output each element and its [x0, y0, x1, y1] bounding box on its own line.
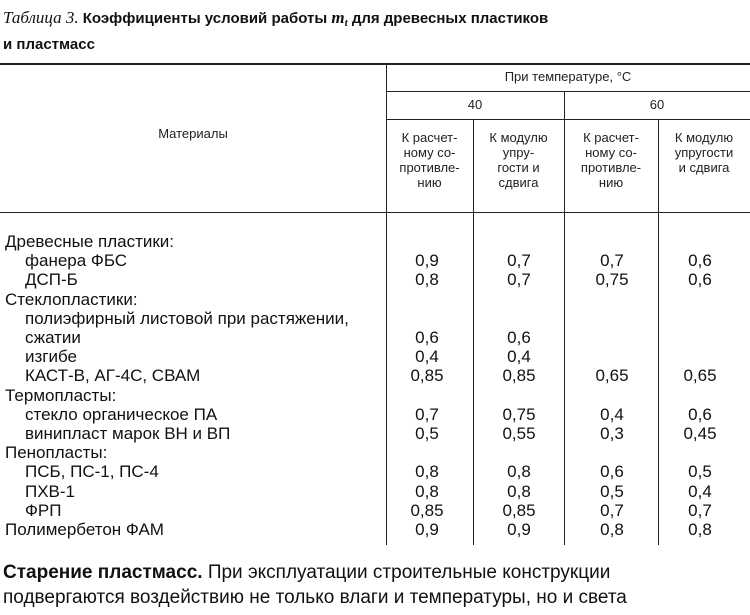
coefficient-value: 0,5	[688, 462, 712, 482]
coefficient-value: 0,8	[415, 270, 439, 290]
caption-line2: и пластмасс	[3, 36, 95, 53]
coefficient-value: 0,4	[507, 347, 531, 367]
coefficient-value: 0,8	[507, 462, 531, 482]
material-name: ДСП-Б	[25, 270, 78, 290]
material-name: ПХВ-1	[25, 481, 76, 501]
material-name: ПСБ, ПС-1, ПС-4	[25, 462, 159, 482]
paragraph-line2: подвергаются воздействию не только влаги и температуры, но и света	[3, 587, 627, 608]
coefficient-value: 0,8	[600, 520, 624, 539]
table-row	[0, 405, 750, 424]
coefficient-value: 0,75	[502, 404, 536, 424]
material-name: полиэфирный листовой при растяжении,	[25, 308, 349, 328]
coefficient-value: 0,6	[415, 328, 439, 347]
table-row	[0, 270, 750, 289]
table-row	[0, 501, 750, 520]
coefficient-value: 0,9	[415, 251, 439, 271]
material-name: ФРП	[25, 500, 62, 520]
paragraph-line1: При эксплуатации строительные конструкции	[207, 562, 611, 583]
caption-text: Коэффициенты условий работы	[82, 10, 328, 27]
coefficient-value: 0,6	[688, 251, 712, 271]
coefficient-value: 0,65	[683, 366, 717, 386]
subheader-resistance-60: К расчет- ному со- противле- нию	[580, 130, 642, 190]
temp-60-header: 60	[649, 97, 665, 112]
subheader-modulus-40: К модулю упру- гости и сдвига	[489, 130, 548, 190]
coefficient-value: 0,75	[595, 270, 629, 290]
material-name: винипласт марок ВН и ВП	[25, 424, 231, 443]
coefficient-value: 0,65	[595, 366, 629, 386]
material-name: Древесные пластики:	[5, 232, 175, 251]
coefficient-value: 0,6	[688, 270, 712, 290]
table-row	[0, 482, 750, 501]
material-name: Полимербетон ФАМ	[5, 520, 164, 539]
temperature-header: При температуре, °С	[504, 69, 632, 84]
table-caption	[3, 7, 743, 56]
table-row	[0, 290, 750, 309]
coefficient-value: 0,7	[600, 500, 624, 520]
coefficient-value: 0,8	[415, 481, 439, 501]
material-name: КАСТ-В, АГ-4С, СВАМ	[25, 366, 201, 386]
material-name: Пенопласты:	[5, 443, 108, 463]
table-row	[0, 520, 750, 539]
material-name: изгибе	[25, 347, 77, 367]
coefficient-value: 0,45	[683, 424, 717, 443]
temperature-header-rule	[386, 91, 750, 92]
table-top-rule	[0, 63, 750, 65]
material-name: фанера ФБС	[25, 251, 128, 271]
table-row	[0, 251, 750, 270]
coefficient-value: 0,5	[600, 481, 624, 501]
coefficient-value: 0,6	[688, 404, 712, 424]
paragraph-heading: Старение пластмасс.	[3, 562, 203, 583]
caption-label: Таблица 3.	[3, 8, 79, 27]
temp-value-rule	[386, 119, 750, 120]
coefficient-value: 0,9	[415, 520, 439, 539]
coefficient-value: 0,4	[415, 347, 439, 367]
coefficient-value: 0,7	[415, 404, 439, 424]
table-row	[0, 424, 750, 443]
coefficient-value: 0,8	[415, 462, 439, 482]
materials-header: Материалы	[158, 126, 228, 141]
coefficient-value: 0,4	[688, 481, 712, 501]
coefficient-value: 0,4	[600, 404, 624, 424]
subheader-resistance-40: К расчет- ному со- противле- нию	[399, 130, 460, 190]
coefficient-value: 0,85	[502, 500, 536, 520]
temp-40-header: 40	[467, 97, 483, 112]
table-row	[0, 309, 750, 328]
coefficient-value: 0,85	[410, 366, 444, 386]
coefficient-value: 0,5	[415, 424, 439, 443]
table-row	[0, 443, 750, 462]
coefficient-value: 0,55	[502, 424, 536, 443]
table-row	[0, 347, 750, 366]
table-row	[0, 232, 750, 251]
table-row	[0, 366, 750, 385]
subheader-modulus-60: К модулю упругости и сдвига	[674, 130, 734, 175]
header-bottom-rule	[0, 212, 750, 213]
table-row	[0, 462, 750, 481]
coefficient-value: 0,7	[600, 251, 624, 271]
material-name: Термопласты:	[5, 385, 117, 405]
coefficient-value: 0,7	[688, 500, 712, 520]
coefficient-value: 0,85	[502, 366, 536, 386]
coefficient-value: 0,8	[507, 481, 531, 501]
material-name: Стеклопластики:	[5, 289, 138, 309]
coefficient-value: 0,7	[507, 251, 531, 271]
caption-text-after: для древесных пластиков	[351, 10, 549, 27]
body-paragraph	[3, 560, 750, 610]
coefficient-value: 0,3	[600, 424, 624, 443]
coefficient-value: 0,7	[507, 270, 531, 290]
coefficient-value: 0,9	[507, 520, 531, 539]
table-row	[0, 386, 750, 405]
caption-symbol: $m_t$	[331, 8, 348, 29]
table-row	[0, 328, 750, 347]
coefficient-value: 0,6	[507, 328, 531, 347]
coefficient-value: 0,85	[410, 500, 444, 520]
material-name: стекло органическое ПА	[25, 404, 218, 424]
coefficient-value: 0,6	[600, 462, 624, 482]
material-name: сжатии	[25, 328, 81, 347]
coefficient-value: 0,8	[688, 520, 712, 539]
